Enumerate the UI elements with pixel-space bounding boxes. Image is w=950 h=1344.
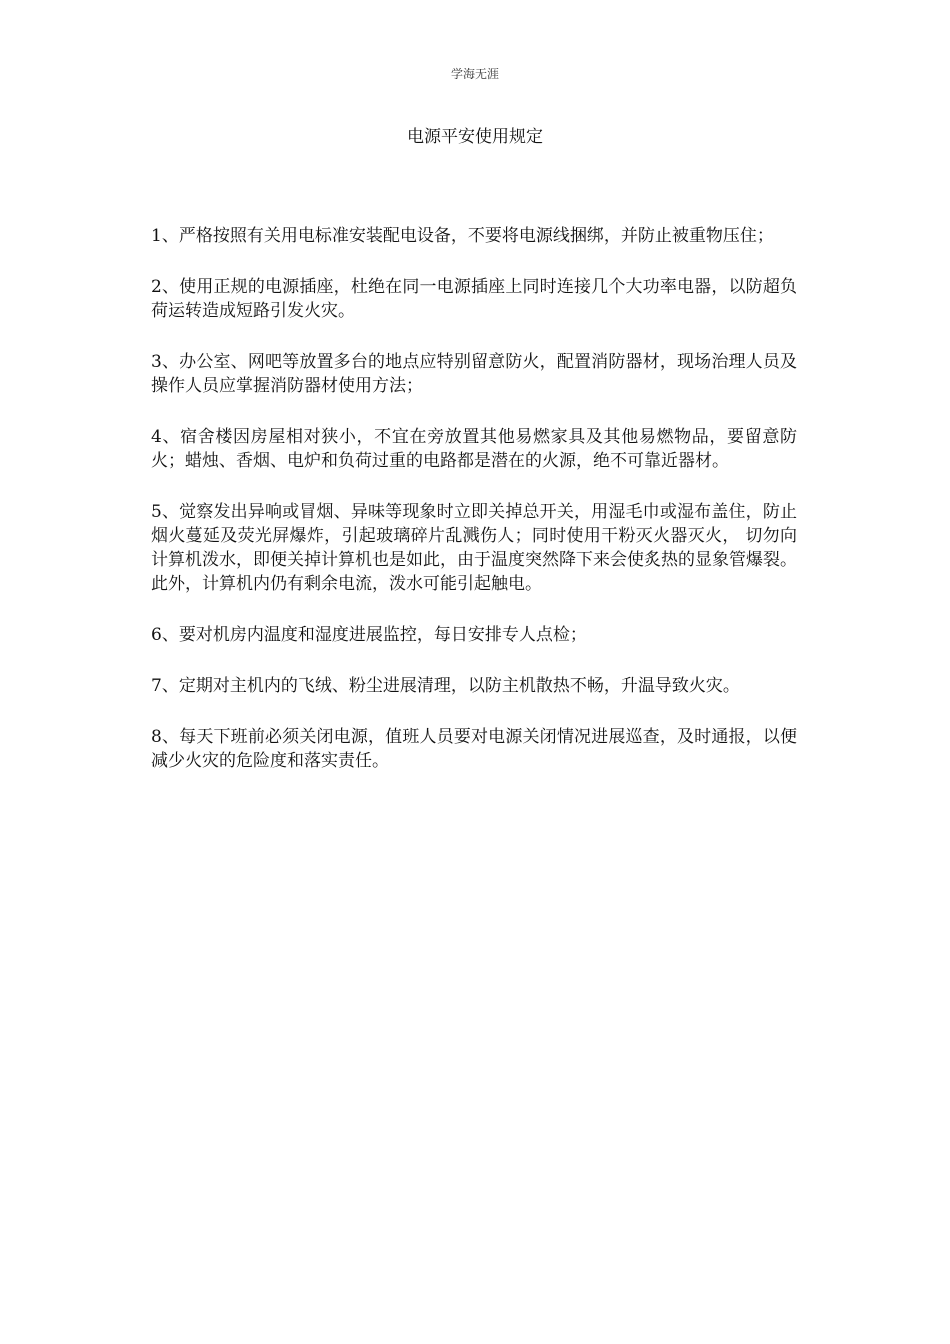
rule-item-2: 2、使用正规的电源插座，杜绝在同一电源插座上同时连接几个大功率电器，以防超负荷运转造成短路引发火灾。 — [151, 277, 797, 321]
rule-item-8: 8、每天下班前必须关闭电源，值班人员要对电源关闭情况进展巡查，及时通报，以便减少火灾的危险度和落实责任。 — [151, 727, 797, 771]
document-title: 电源平安使用规定 — [407, 127, 543, 147]
page-header: 学海无涯 — [450, 67, 499, 81]
rule-item-4: 4、宿舍楼因房屋相对狭小，不宜在旁放置其他易燃家具及其他易燃物品，要留意防火；蜡烛、香烟、电炉和负荷过重的电路都是潜在的火源，绝不可靠近器材。 — [151, 427, 797, 471]
rule-item-5: 5、觉察发出异响或冒烟、异味等现象时立即关掉总开关，用湿毛巾或湿布盖住，防止烟火蔓延及荧光屏爆炸，引起玻璃碎片乱溅伤人；同时使用干粉灭火器灭火， 切勿向计算机泼水，即便关掉计算机也是如此，由于温度突然降下来会使炙热的显象管爆裂。此外，计算机内仍有剩余电流，泼水可能引起触电。 — [151, 502, 797, 594]
rule-item-6: 6、要对机房内温度和湿度进展监控，每日安排专人点检； — [151, 625, 587, 645]
rule-item-3: 3、办公室、网吧等放置多台的地点应特别留意防火，配置消防器材，现场治理人员及操作人员应掌握消防器材使用方法； — [151, 352, 797, 396]
rule-item-1: 1、严格按照有关用电标准安装配电设备，不要将电源线捆绑，并防止被重物压住； — [151, 226, 774, 246]
rule-item-7: 7、定期对主机内的飞绒、粉尘进展清理，以防主机散热不畅，升温导致火灾。 — [151, 676, 740, 696]
document-body — [151, 224, 797, 800]
